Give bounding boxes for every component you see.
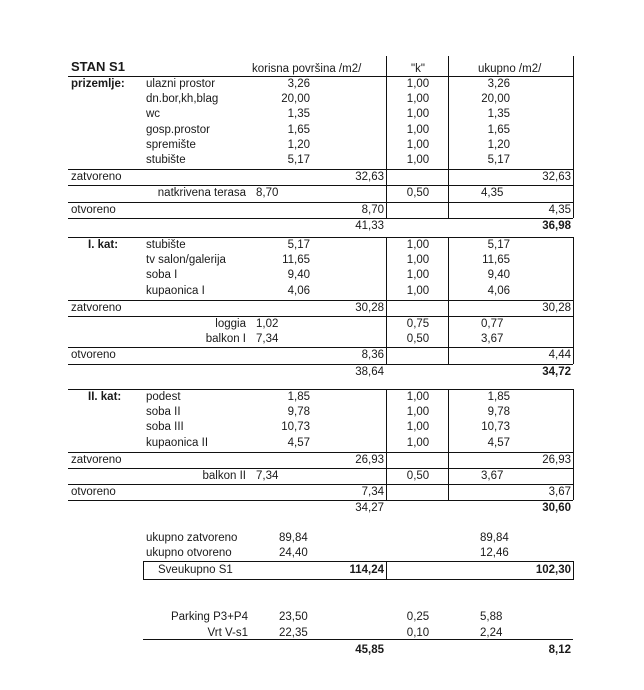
room-name: spremište bbox=[146, 138, 196, 151]
room-area: 1,35 bbox=[287, 108, 310, 121]
room-name: kupaonica I bbox=[146, 284, 205, 297]
room-area: 3,26 bbox=[287, 78, 310, 90]
row-divider bbox=[68, 364, 573, 365]
otvoreno-total: 4,44 bbox=[548, 349, 571, 362]
row-divider bbox=[68, 169, 573, 170]
zatvoreno-total: 26,93 bbox=[542, 453, 571, 466]
open-room-name: balkon I bbox=[205, 333, 246, 346]
open-room-total: 3,67 bbox=[481, 333, 504, 346]
extra-k: 0,25 bbox=[406, 611, 430, 623]
row-divider bbox=[143, 639, 573, 640]
room-name: soba III bbox=[146, 421, 184, 434]
room-name: dn.bor,kh,blag bbox=[146, 93, 219, 106]
open-room-k: 0,50 bbox=[406, 470, 430, 482]
room-name: gosp.prostor bbox=[146, 123, 210, 136]
otvoreno-area: 7,34 bbox=[361, 486, 384, 499]
otvoreno-label: otvoreno bbox=[71, 486, 116, 499]
room-k: 1,00 bbox=[406, 108, 430, 121]
extra-area: 23,50 bbox=[279, 611, 308, 623]
extras-sum-total: 8,12 bbox=[548, 644, 571, 656]
floor-label: II. kat: bbox=[88, 391, 122, 403]
summary-zatvoreno-total: 89,84 bbox=[480, 532, 509, 544]
room-area: 11,65 bbox=[282, 254, 310, 267]
zatvoreno-total: 30,28 bbox=[542, 301, 571, 314]
column-divider bbox=[386, 237, 387, 364]
open-room-total: 3,67 bbox=[481, 470, 504, 482]
room-k: 1,00 bbox=[406, 269, 430, 282]
sheet-title: STAN S1 bbox=[71, 59, 125, 74]
room-area: 1,20 bbox=[287, 138, 310, 151]
room-name: wc bbox=[146, 108, 161, 121]
room-name: ulazni prostor bbox=[146, 78, 216, 90]
room-area: 1,65 bbox=[287, 123, 310, 136]
room-k: 1,00 bbox=[406, 78, 430, 90]
floor-label: prizemlje: bbox=[71, 78, 125, 90]
room-k: 1,00 bbox=[406, 239, 430, 251]
room-k: 1,00 bbox=[406, 406, 430, 419]
room-area: 4,57 bbox=[287, 436, 310, 449]
section-sum-total: 34,72 bbox=[542, 365, 571, 378]
extra-total: 5,88 bbox=[480, 611, 503, 623]
column-divider bbox=[386, 76, 387, 218]
room-name: podest bbox=[146, 391, 181, 403]
section-sum-area: 41,33 bbox=[355, 219, 384, 232]
room-area: 20,00 bbox=[281, 93, 310, 106]
room-name: stubište bbox=[146, 239, 186, 251]
column-divider bbox=[448, 56, 449, 76]
floor-label: I. kat: bbox=[88, 239, 119, 251]
open-room-total: 0,77 bbox=[481, 318, 504, 330]
room-k: 1,00 bbox=[406, 154, 430, 166]
summary-zatvoreno-label: ukupno zatvoreno bbox=[146, 532, 238, 544]
grand-total-label: Sveukupno S1 bbox=[158, 564, 233, 576]
column-divider bbox=[573, 237, 574, 364]
room-total: 1,20 bbox=[487, 138, 510, 151]
room-name: tv salon/galerija bbox=[146, 254, 226, 267]
room-name: soba I bbox=[146, 269, 178, 282]
row-divider bbox=[68, 202, 573, 203]
room-total: 10,73 bbox=[481, 421, 510, 434]
otvoreno-label: otvoreno bbox=[71, 203, 116, 216]
room-k: 1,00 bbox=[406, 138, 430, 151]
row-divider bbox=[68, 500, 573, 501]
room-k: 1,00 bbox=[406, 391, 430, 403]
room-area: 5,17 bbox=[287, 239, 310, 251]
column-divider bbox=[386, 561, 387, 580]
otvoreno-total: 3,67 bbox=[548, 486, 571, 499]
column-divider bbox=[448, 389, 449, 500]
row-divider bbox=[68, 300, 573, 301]
zatvoreno-area: 30,28 bbox=[355, 301, 384, 314]
extras-sum-area: 45,85 bbox=[355, 644, 384, 656]
room-area: 1,85 bbox=[287, 391, 310, 403]
otvoreno-label: otvoreno bbox=[71, 349, 116, 362]
room-total: 1,35 bbox=[487, 108, 510, 121]
room-k: 1,00 bbox=[406, 421, 430, 434]
zatvoreno-total: 32,63 bbox=[542, 171, 571, 184]
zatvoreno-label: zatvoreno bbox=[71, 453, 122, 466]
room-total: 4,06 bbox=[487, 284, 510, 297]
column-divider bbox=[573, 389, 574, 500]
summary-otvoreno-area: 24,40 bbox=[279, 547, 308, 559]
column-divider bbox=[386, 389, 387, 500]
extra-name: Parking P3+P4 bbox=[170, 611, 248, 623]
extra-k: 0,10 bbox=[406, 626, 430, 639]
header-k: "k" bbox=[411, 63, 425, 75]
room-total: 1,65 bbox=[487, 123, 510, 136]
room-total: 4,57 bbox=[487, 436, 510, 449]
open-room-name: loggia bbox=[215, 318, 246, 330]
zatvoreno-label: zatvoreno bbox=[71, 301, 122, 314]
extra-total: 2,24 bbox=[480, 626, 503, 639]
open-room-area: 7,34 bbox=[256, 470, 279, 482]
room-area: 4,06 bbox=[287, 284, 310, 297]
room-total: 20,00 bbox=[481, 93, 510, 106]
room-area: 9,40 bbox=[287, 269, 310, 282]
room-name: kupaonica II bbox=[146, 436, 209, 449]
zatvoreno-area: 26,93 bbox=[355, 453, 384, 466]
column-divider bbox=[573, 56, 574, 76]
open-room-total: 4,35 bbox=[481, 187, 504, 200]
summary-zatvoreno-area: 89,84 bbox=[279, 532, 308, 544]
header-ukupno: ukupno /m2/ bbox=[478, 63, 542, 75]
open-room-k: 0,50 bbox=[406, 187, 430, 200]
column-divider bbox=[386, 56, 387, 76]
column-divider bbox=[573, 76, 574, 218]
room-name: stubište bbox=[146, 154, 186, 166]
zatvoreno-area: 32,63 bbox=[355, 171, 384, 184]
open-room-area: 7,34 bbox=[256, 333, 279, 346]
grand-total-total: 102,30 bbox=[535, 564, 571, 576]
room-total: 5,17 bbox=[487, 239, 510, 251]
open-room-k: 0,75 bbox=[406, 318, 430, 330]
section-sum-area: 38,64 bbox=[355, 365, 384, 378]
room-area: 9,78 bbox=[287, 406, 310, 419]
otvoreno-area: 8,70 bbox=[361, 203, 384, 216]
room-k: 1,00 bbox=[406, 123, 430, 136]
grand-total-area: 114,24 bbox=[349, 564, 384, 576]
open-room-area: 1,02 bbox=[256, 318, 279, 330]
section-sum-total: 36,98 bbox=[542, 219, 571, 232]
summary-otvoreno-total: 12,46 bbox=[480, 547, 509, 559]
room-k: 1,00 bbox=[406, 93, 430, 106]
column-divider bbox=[448, 76, 449, 218]
room-total: 5,17 bbox=[487, 154, 510, 166]
header-korisna: korisna površina /m2/ bbox=[252, 63, 362, 75]
open-room-area: 8,70 bbox=[256, 187, 279, 200]
section-sum-area: 34,27 bbox=[355, 502, 384, 515]
row-divider bbox=[68, 218, 573, 219]
room-total: 9,40 bbox=[487, 269, 510, 282]
room-total: 1,85 bbox=[487, 391, 510, 403]
otvoreno-area: 8,36 bbox=[361, 349, 384, 362]
open-room-k: 0,50 bbox=[406, 333, 430, 346]
row-divider bbox=[68, 484, 573, 485]
open-room-name: natkrivena terasa bbox=[157, 187, 246, 200]
room-total: 9,78 bbox=[487, 406, 510, 419]
row-divider bbox=[68, 452, 573, 453]
zatvoreno-label: zatvoreno bbox=[71, 171, 122, 184]
room-area: 5,17 bbox=[287, 154, 310, 166]
otvoreno-total: 4,35 bbox=[548, 203, 571, 216]
open-room-name: balkon II bbox=[202, 470, 246, 482]
section-sum-total: 30,60 bbox=[542, 502, 571, 515]
room-k: 1,00 bbox=[406, 254, 430, 267]
row-divider bbox=[68, 347, 573, 348]
extra-name: Vrt V-s1 bbox=[207, 626, 248, 639]
room-total: 3,26 bbox=[487, 78, 510, 90]
room-name: soba II bbox=[146, 406, 181, 419]
room-k: 1,00 bbox=[406, 284, 430, 297]
room-area: 10,73 bbox=[281, 421, 310, 434]
column-divider bbox=[448, 237, 449, 364]
extra-area: 22,35 bbox=[279, 626, 308, 639]
room-k: 1,00 bbox=[406, 436, 430, 449]
summary-otvoreno-label: ukupno otvoreno bbox=[146, 547, 232, 559]
room-total: 11,65 bbox=[482, 254, 510, 267]
